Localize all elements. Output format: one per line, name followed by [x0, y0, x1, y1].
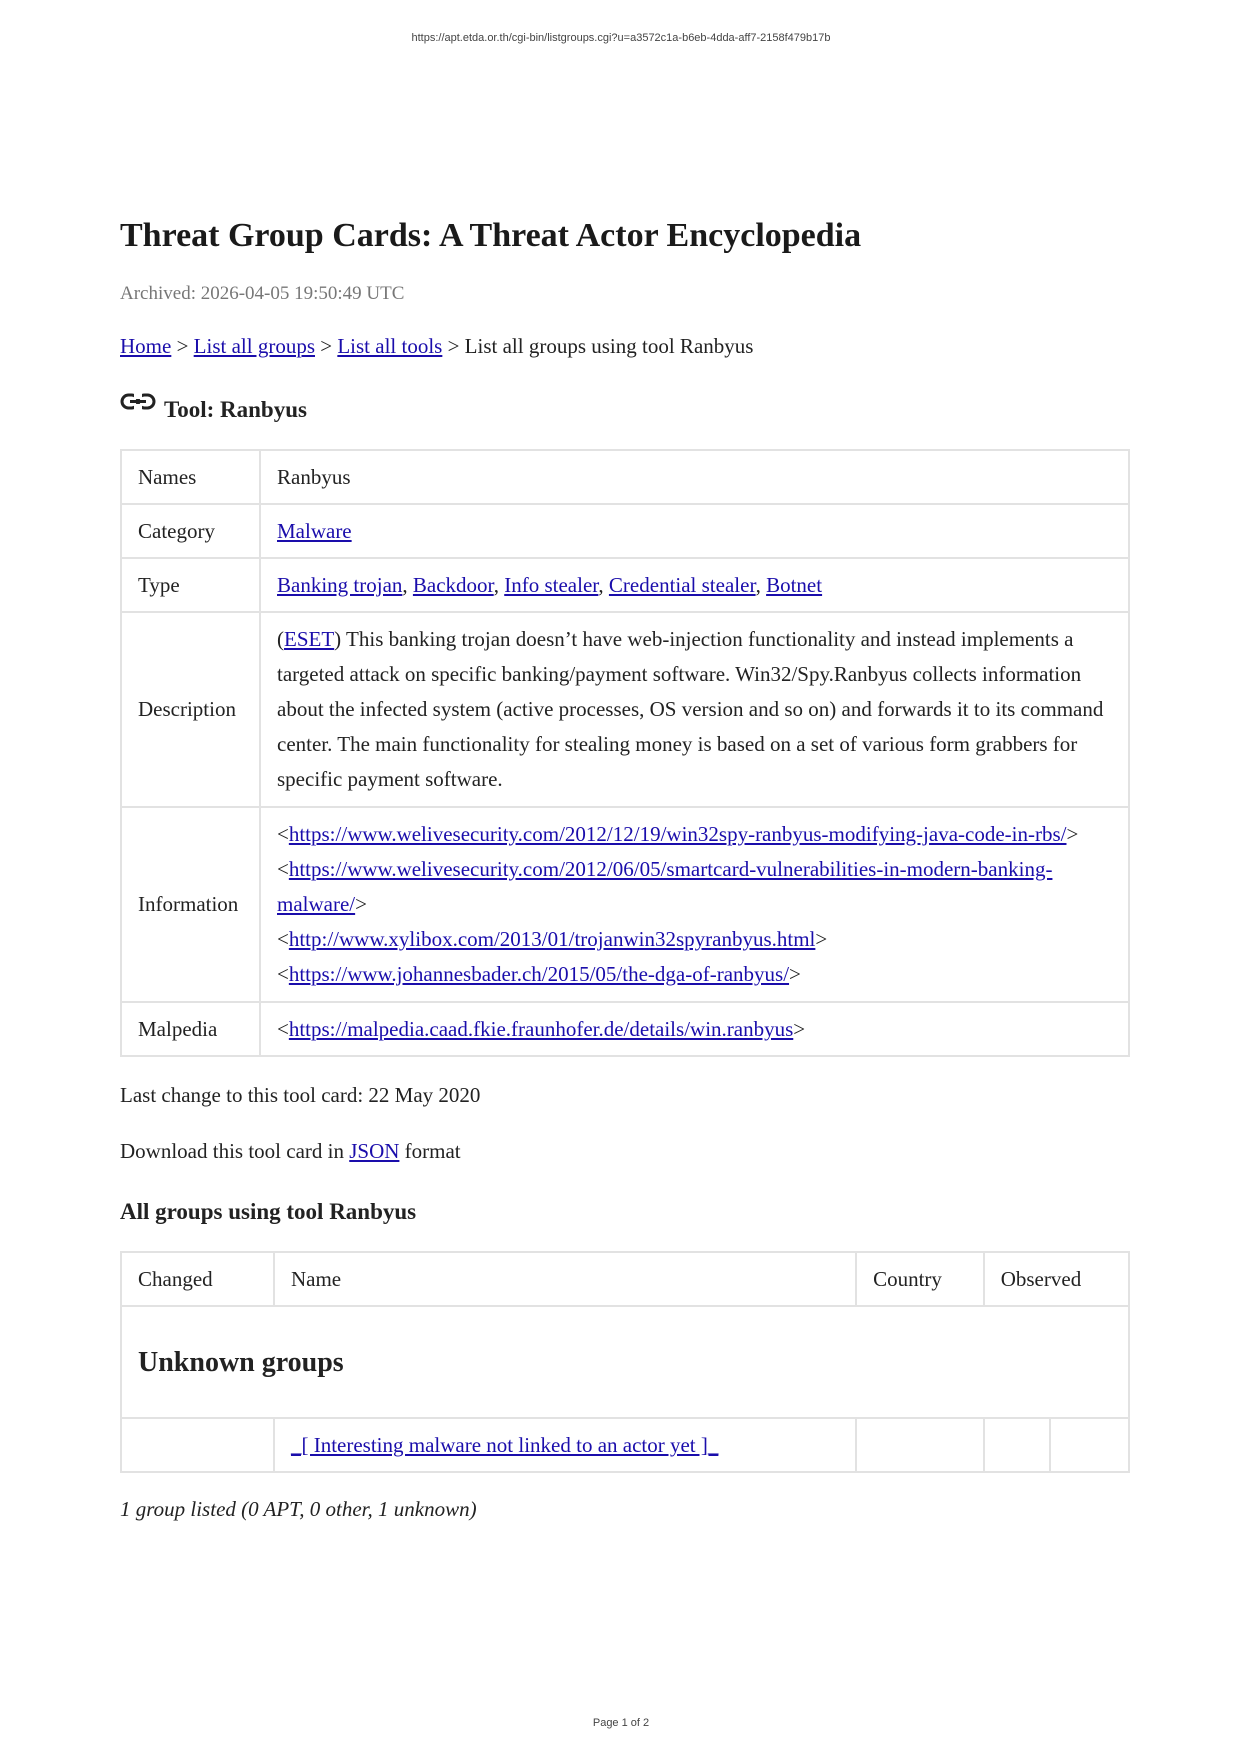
information-link[interactable]: https://www.johannesbader.ch/2015/05/the-dga-of-ranbyus/	[288, 962, 790, 986]
information-link-item	[277, 817, 1112, 852]
download-line	[120, 1137, 1130, 1165]
group-observed-cell	[984, 1418, 1050, 1472]
information-link[interactable]: https://www.welivesecurity.com/2012/06/05/smartcard-vulnerabilities-in-modern-banking-malware/	[277, 857, 1053, 916]
type-separator: ,	[493, 572, 505, 597]
information-link-item	[277, 852, 1112, 922]
angle-close: >	[793, 1016, 806, 1041]
row-label: Malpedia	[121, 1002, 260, 1056]
breadcrumb-separator: >	[171, 334, 194, 358]
groups-section-row	[121, 1306, 1129, 1418]
column-header-observed: Observed	[984, 1252, 1129, 1306]
archived-timestamp: Archived: 2026-04-05 19:50:49 UTC	[120, 283, 405, 304]
groups-header-row	[121, 1252, 1129, 1306]
breadcrumb-list-tools-link[interactable]: List all tools	[337, 334, 443, 358]
link-icon	[120, 390, 156, 414]
tool-row-names	[121, 450, 1129, 504]
breadcrumb-separator: >	[315, 334, 338, 358]
angle-open: <	[277, 822, 289, 846]
tool-heading	[120, 390, 1130, 423]
page-content	[120, 210, 1130, 1523]
tool-row-type	[121, 558, 1129, 612]
column-header-changed: Changed	[121, 1252, 274, 1306]
malpedia-link[interactable]: https://malpedia.caad.fkie.fraunhofer.de/details/win.ranbyus	[288, 1016, 794, 1041]
tool-row-category	[121, 504, 1129, 558]
last-change-text: Last change to this tool card: 22 May 2020	[120, 1083, 481, 1107]
type-link[interactable]: Botnet	[766, 572, 823, 597]
column-header-name: Name	[274, 1252, 856, 1306]
angle-open: <	[277, 962, 289, 986]
angle-open: <	[277, 857, 289, 881]
tool-information-value	[260, 807, 1129, 1002]
tool-type-value	[260, 558, 1129, 612]
description-source-link[interactable]: ESET	[284, 627, 335, 651]
tool-row-description	[121, 612, 1129, 807]
category-link[interactable]: Malware	[277, 518, 352, 543]
group-changed-cell	[121, 1418, 274, 1472]
tool-row-malpedia	[121, 1002, 1129, 1056]
type-link[interactable]: Info stealer	[504, 572, 599, 597]
section-title-unknown-groups: Unknown groups	[121, 1306, 1129, 1418]
tool-category-value	[260, 504, 1129, 558]
angle-close: >	[1066, 822, 1079, 846]
tool-heading-text: Tool: Ranbyus	[164, 397, 307, 422]
type-separator: ,	[755, 572, 767, 597]
description-text: ) This banking trojan doesn’t have web-injection functionality and instead implements a targeted attack on specific banking/payment software. Win32/Spy.Ranbyus collects information about the infected system (active processes, OS version and so on) and forwards it to its command center. The main functionality for stealing money is based on a set of various form grabbers for specific payment software.	[277, 627, 1104, 791]
table-row	[121, 1418, 1129, 1472]
angle-close: >	[789, 962, 801, 986]
download-suffix: format	[399, 1139, 461, 1163]
tool-row-information	[121, 807, 1129, 1002]
row-label: Description	[121, 612, 260, 807]
group-country-cell	[856, 1418, 984, 1472]
information-link[interactable]: http://www.xylibox.com/2013/01/trojanwin32spyranbyus.html	[288, 927, 816, 951]
page-number-footer: Page 1 of 2	[592, 1717, 650, 1729]
information-link-item	[277, 957, 1112, 992]
tool-names-value: Ranbyus	[260, 450, 1129, 504]
json-download-link[interactable]: JSON	[349, 1139, 400, 1163]
type-link[interactable]: Credential stealer	[608, 572, 756, 597]
row-label: Category	[121, 504, 260, 558]
breadcrumb-current: > List all groups using tool Ranbyus	[442, 334, 754, 358]
page-title: Threat Group Cards: A Threat Actor Encyclopedia	[120, 217, 862, 254]
information-link-item	[277, 922, 1112, 957]
breadcrumb-home-link[interactable]: Home	[120, 334, 172, 358]
group-name-cell	[274, 1418, 856, 1472]
row-label: Type	[121, 558, 260, 612]
row-label: Names	[121, 450, 260, 504]
type-link[interactable]: Banking trojan	[277, 572, 403, 597]
angle-open: <	[277, 1016, 289, 1041]
tool-card-table	[120, 449, 1130, 1057]
column-header-country: Country	[856, 1252, 984, 1306]
tool-description-value	[260, 612, 1129, 807]
groups-table	[120, 1251, 1130, 1473]
angle-close: >	[355, 892, 367, 916]
breadcrumb-list-groups-link[interactable]: List all groups	[193, 334, 315, 358]
description-open-paren: (	[277, 627, 284, 651]
groups-heading: All groups using tool Ranbyus	[120, 1199, 417, 1224]
angle-open: <	[277, 927, 289, 951]
row-label: Information	[121, 807, 260, 1002]
type-separator: ,	[598, 572, 609, 597]
angle-close: >	[815, 927, 828, 951]
type-separator: ,	[402, 572, 413, 597]
group-name-link[interactable]: _[ Interesting malware not linked to an actor yet ]_	[290, 1432, 719, 1457]
type-link[interactable]: Backdoor	[412, 572, 494, 597]
breadcrumb	[120, 332, 1130, 360]
download-prefix: Download this tool card in	[120, 1139, 350, 1163]
print-url-header: https://apt.etda.or.th/cgi-bin/listgroups.cgi?u=a3572c1a-b6eb-4dda-aff7-2158f479b17b	[411, 32, 831, 44]
group-extra-cell	[1050, 1418, 1129, 1472]
information-link[interactable]: https://www.welivesecurity.com/2012/12/19/win32spy-ranbyus-modifying-java-code-in-rbs/	[288, 822, 1067, 846]
tool-malpedia-value	[260, 1002, 1129, 1056]
groups-summary: 1 group listed (0 APT, 0 other, 1 unknown)	[120, 1497, 477, 1521]
